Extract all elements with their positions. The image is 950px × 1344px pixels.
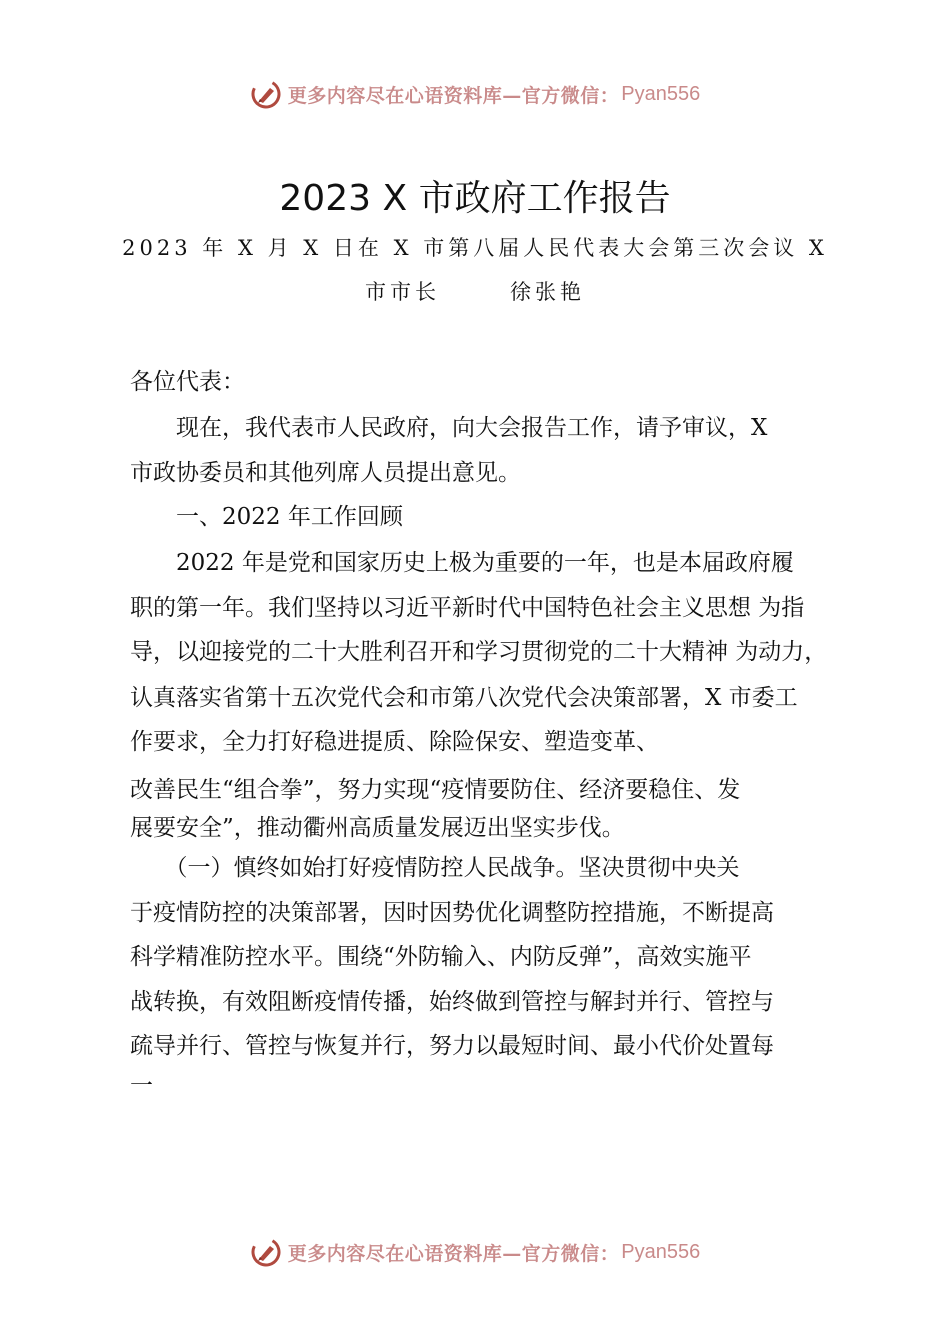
- document-subtitle-line2: [0, 276, 950, 306]
- watermark-header: [0, 74, 950, 114]
- body-line: 战转换，有效阻断疫情传播，始终做到管控与解封并行、管控与: [130, 989, 774, 1015]
- watermark-text: 更多内容尽在心语资料库—官方微信：: [287, 84, 620, 107]
- document-subtitle-line1: 2023 年 X 月 X 日在 X 市第八届人民代表大会第三次会议 X: [122, 236, 828, 260]
- body-line: 认真落实省第十五次党代会和市第八次党代会决策部署，X 市委工: [130, 685, 798, 711]
- body-line: 导，以迎接党的二十大胜利召开和学习贯彻党的二十大精神 为动力，: [130, 639, 828, 665]
- body-line: 职的第一年。我们坚持以习近平新时代中国特色社会主义思想 为指: [130, 595, 805, 621]
- body-line: 2022 年是党和国家历史上极为重要的一年，也是本届政府履: [130, 550, 794, 576]
- watermark-text: 更多内容尽在心语资料库—官方微信：: [287, 1242, 620, 1265]
- body-line: 于疫情防控的决策部署，因时因势优化调整防控措施，不断提高: [130, 900, 774, 926]
- watermark-wechat-id: Pyan556: [621, 1240, 701, 1263]
- speaker-role: 市市长: [365, 280, 440, 304]
- section-heading: 一、2022 年工作回顾: [130, 504, 403, 530]
- body-line: 改善民生“组合拳”，努力实现“疫情要防住、经济要稳住、发: [130, 777, 741, 803]
- logo-icon: [250, 1236, 282, 1268]
- subsection-heading: （一）慎终如始打好疫情防控人民战争。坚决贯彻中央关: [130, 855, 740, 881]
- body-line: 疏导并行、管控与恢复并行，努力以最短时间、最小代价处置每: [130, 1033, 774, 1059]
- body-line: 市政协委员和其他列席人员提出意见。: [130, 460, 521, 486]
- salutation: 各位代表：: [130, 369, 245, 395]
- logo-icon: [250, 78, 282, 110]
- watermark-wechat-id: Pyan556: [621, 82, 701, 105]
- body-line: 展要安全”，推动衢州高质量发展迈出坚实步伐。: [130, 815, 625, 841]
- document-title: 2023 X 市政府工作报告: [279, 178, 671, 219]
- body-line: 科学精准防控水平。围绕“外防输入、内防反弹”，高效实施平: [130, 944, 752, 970]
- watermark-footer: [0, 1232, 950, 1272]
- body-line: 一: [130, 1073, 153, 1099]
- speaker-name: 徐张艳: [510, 280, 585, 304]
- body-line: 现在，我代表市人民政府，向大会报告工作，请予审议，X: [130, 415, 768, 441]
- body-line: 作要求，全力打好稳进提质、除险保安、塑造变革、: [130, 729, 659, 755]
